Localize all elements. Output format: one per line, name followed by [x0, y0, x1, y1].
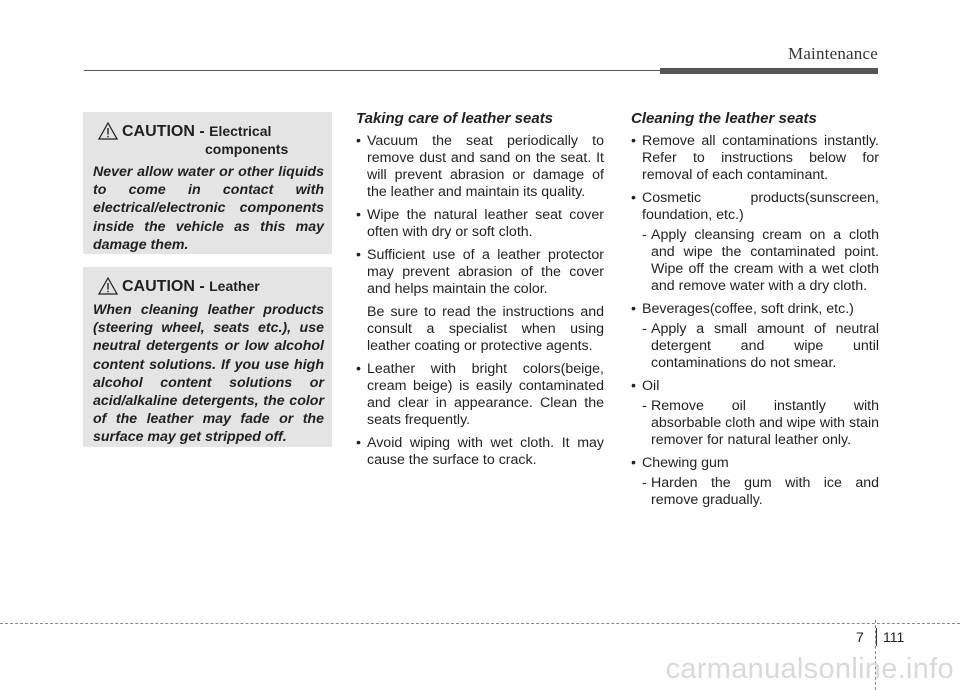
- caution-electrical-heading: [93, 122, 324, 141]
- list-item: • Sufficient use of a leather protector may prevent abrasion of the cover and helps maintain the color.: [356, 247, 604, 298]
- list-item-note: Be sure to read the instructions and consult a specialist when using leather coating or protective agents.: [367, 304, 604, 354]
- caution-electrical-text: Never allow water or other liquids to come in contact with electrical/electronic components inside the vehicle as this may damage them.: [93, 164, 324, 253]
- contaminant-name: • Chewing gum: [631, 455, 879, 472]
- contaminant-name: • Cosmetic products(sunscreen, foundation, etc.): [631, 190, 879, 224]
- watermark: carmanualsonline.info: [665, 653, 954, 685]
- page-separator: [876, 628, 877, 646]
- list-item: • Vacuum the seat periodically to remove dust and sand on the seat. It will prevent abrasion or damage of the leather and maintain its quality.: [356, 133, 604, 201]
- cleaning-step: - Apply cleansing cream on a cloth and wipe the contaminated point. Wipe off the cream with a wet cloth and remove water with a dry cloth.: [631, 227, 879, 295]
- list-item: • Avoid wiping with wet cloth. It may cause the surface to crack.: [356, 435, 604, 469]
- caution-electrical-box: [83, 112, 332, 254]
- leather-cleaning-title: Cleaning the leather seats: [631, 110, 817, 127]
- caution-topic: Leather: [209, 278, 260, 294]
- caution-leather-heading: [93, 277, 324, 296]
- caution-label: CAUTION -: [122, 278, 205, 295]
- list-item: • Leather with bright colors(beige, cream beige) is easily contaminated and clear in appearance. Clean the seats frequently.: [356, 361, 604, 429]
- caution-leather-box: [83, 267, 332, 447]
- caution-leather-text: When cleaning leather products (steering wheel, seats etc.), use neutral detergents or low alcohol content solutions. If you use high alcohol content solutions or acid/alkaline detergents, the color of the leather may fade or the surface may get stripped off.: [93, 302, 324, 446]
- header-rule: [84, 70, 660, 71]
- header-bar: [660, 68, 878, 74]
- leather-care-title: Taking care of leather seats: [356, 110, 554, 127]
- contaminant-name: • Oil: [631, 378, 879, 395]
- cleaning-step: - Remove oil instantly with absorbable cloth and wipe with stain remover for natural leather only.: [631, 398, 879, 449]
- caution-topic-cont: components: [205, 141, 289, 157]
- cleaning-step: - Apply a small amount of neutral detergent and wipe until contaminations do not smear.: [631, 321, 879, 372]
- leather-cleaning-section: [631, 110, 879, 515]
- leather-care-section: [356, 110, 604, 475]
- footer-rule: [0, 623, 960, 624]
- page-number: 111: [883, 629, 905, 645]
- warning-triangle-icon: [98, 277, 118, 295]
- section-title: Maintenance: [788, 44, 878, 63]
- caution-topic: Electrical: [209, 123, 272, 139]
- contaminant-name: • Beverages(coffee, soft drink, etc.): [631, 301, 879, 318]
- caution-label: CAUTION -: [122, 123, 205, 140]
- list-item: • Wipe the natural leather seat cover often with dry or soft cloth.: [356, 207, 604, 241]
- cleaning-step: - Harden the gum with ice and remove gradually.: [631, 475, 879, 509]
- list-item: • Remove all contaminations instantly. Refer to instructions below for removal of each contaminant.: [631, 133, 879, 184]
- warning-triangle-icon: [98, 122, 118, 140]
- chapter-number: 7: [856, 629, 864, 645]
